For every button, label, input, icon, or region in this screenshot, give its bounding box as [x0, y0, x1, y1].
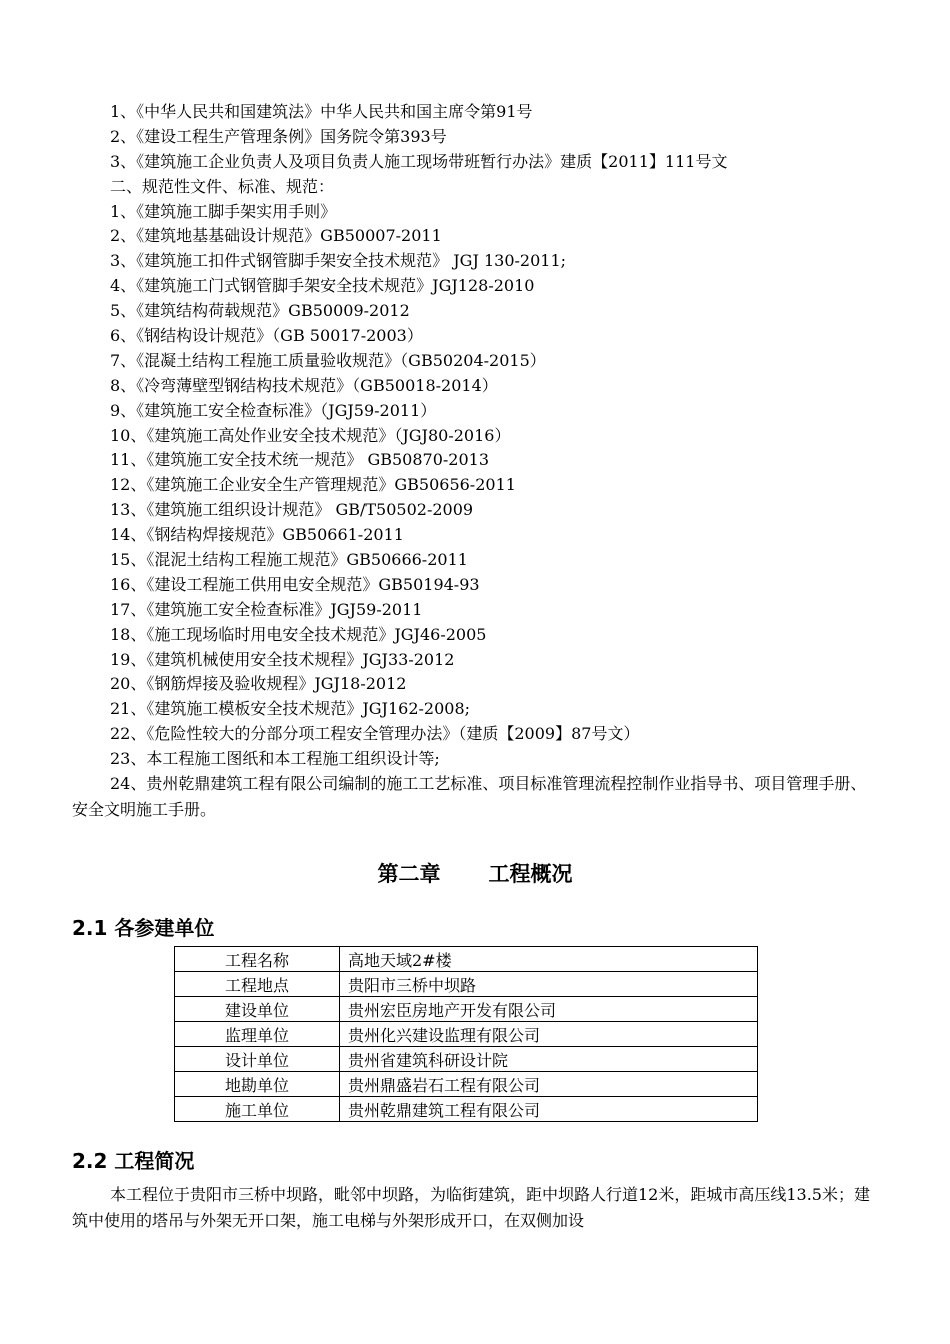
reference-item: 11、《建筑施工安全技术统一规范》 GB50870-2013: [110, 450, 490, 470]
reference-item: 2、《建设工程生产管理条例》国务院令第393号: [110, 126, 447, 146]
section-heading-units: 2.1 各参建单位: [72, 916, 215, 940]
reference-item: 10、《建筑施工高处作业安全技术规范》（JGJ80-2016）: [110, 425, 511, 445]
reference-item: 22、《危险性较大的分部分项工程安全管理办法》（建质【2009】87号文）: [110, 724, 640, 744]
reference-item: 23、本工程施工图纸和本工程施工组织设计等;: [110, 749, 440, 769]
table-value: 贵州宏臣房地产开发有限公司: [340, 997, 758, 1022]
reference-item: 8、《冷弯薄壁型钢结构技术规范》（GB50018-2014）: [110, 375, 498, 395]
chapter-heading: [0, 858, 950, 888]
table-row: [175, 972, 758, 997]
table-row: [175, 947, 758, 972]
overview-paragraph: 本工程位于贵阳市三桥中坝路，毗邻中坝路，为临街建筑，距中坝路人行道12米，距城市高压线13.5米；建筑中使用的塔吊与外架无开口架，施工电梯与外架形成开口，在双侧加设: [72, 1185, 870, 1230]
table-label: 设计单位: [175, 1047, 340, 1072]
reference-item: 1、《中华人民共和国建筑法》中华人民共和国主席令第91号: [110, 102, 533, 121]
reference-item: 7、《混凝土结构工程施工质量验收规范》（GB50204-2015）: [110, 350, 546, 370]
reference-item: 2、《建筑地基基础设计规范》GB50007-2011: [110, 226, 442, 246]
chapter-title: 工程概况: [488, 862, 573, 886]
table-row: [175, 1072, 758, 1097]
table-row: [175, 1022, 758, 1047]
table-value: 贵州鼎盛岩石工程有限公司: [340, 1072, 758, 1097]
reference-item: 20、《钢筋焊接及验收规程》JGJ18-2012: [110, 674, 407, 694]
reference-item: 14、《钢结构焊接规范》GB50661-2011: [110, 525, 404, 545]
reference-item: 9、《建筑施工安全检查标准》（JGJ59-2011）: [110, 400, 437, 420]
reference-item: 18、《施工现场临时用电安全技术规范》JGJ46-2005: [110, 624, 487, 644]
table-label: 地勘单位: [175, 1072, 340, 1097]
table-label: 监理单位: [175, 1022, 340, 1047]
reference-item: 12、《建筑施工企业安全生产管理规范》GB50656-2011: [110, 475, 516, 495]
reference-item-24: 24、贵州乾鼎建筑工程有限公司编制的施工工艺标准、项目标准管理流程控制作业指导书、项目管理手册、安全文明施工手册。: [72, 774, 867, 819]
reference-item: 6、《钢结构设计规范》（GB 50017-2003）: [110, 326, 423, 346]
reference-item: 1、《建筑施工脚手架实用手则》: [110, 201, 337, 221]
table-row: [175, 1097, 758, 1122]
reference-item: 3、《建筑施工企业负责人及项目负责人施工现场带班暂行办法》建质【2011】111号文: [110, 151, 728, 171]
reference-item: 21、《建筑施工模板安全技术规范》JGJ162-2008;: [110, 699, 471, 719]
reference-list: [0, 100, 950, 772]
table-label: 建设单位: [175, 997, 340, 1022]
reference-item: 19、《建筑机械使用安全技术规程》JGJ33-2012: [110, 649, 455, 669]
reference-item: 3、《建筑施工扣件式钢管脚手架安全技术规范》 JGJ 130-2011;: [110, 251, 567, 271]
table-row: [175, 997, 758, 1022]
units-table: [174, 946, 758, 1122]
reference-heading: 二、规范性文件、标准、规范：: [110, 176, 335, 196]
table-value: 贵阳市三桥中坝路: [340, 972, 758, 997]
chapter-number: 第二章: [377, 862, 441, 886]
table-label: 工程地点: [175, 972, 340, 997]
reference-item: 5、《建筑结构荷载规范》GB50009-2012: [110, 301, 410, 321]
reference-item: 16、《建设工程施工供用电安全规范》GB50194-93: [110, 574, 480, 594]
reference-item: 13、《建筑施工组织设计规范》 GB/T50502-2009: [110, 500, 474, 520]
table-label: 工程名称: [175, 947, 340, 972]
table-row: [175, 1047, 758, 1072]
table-label: 施工单位: [175, 1097, 340, 1122]
reference-item: 15、《混泥土结构工程施工规范》GB50666-2011: [110, 550, 468, 570]
table-value: 高地天域2#楼: [340, 947, 758, 972]
table-value: 贵州化兴建设监理有限公司: [340, 1022, 758, 1047]
table-value: 贵州省建筑科研设计院: [340, 1047, 758, 1072]
section-heading-overview: 2.2 工程简况: [72, 1149, 195, 1173]
table-value: 贵州乾鼎建筑工程有限公司: [340, 1097, 758, 1122]
reference-item: 17、《建筑施工安全检查标准》JGJ59-2011: [110, 599, 423, 619]
reference-item: 4、《建筑施工门式钢管脚手架安全技术规范》JGJ128-2010: [110, 276, 535, 296]
